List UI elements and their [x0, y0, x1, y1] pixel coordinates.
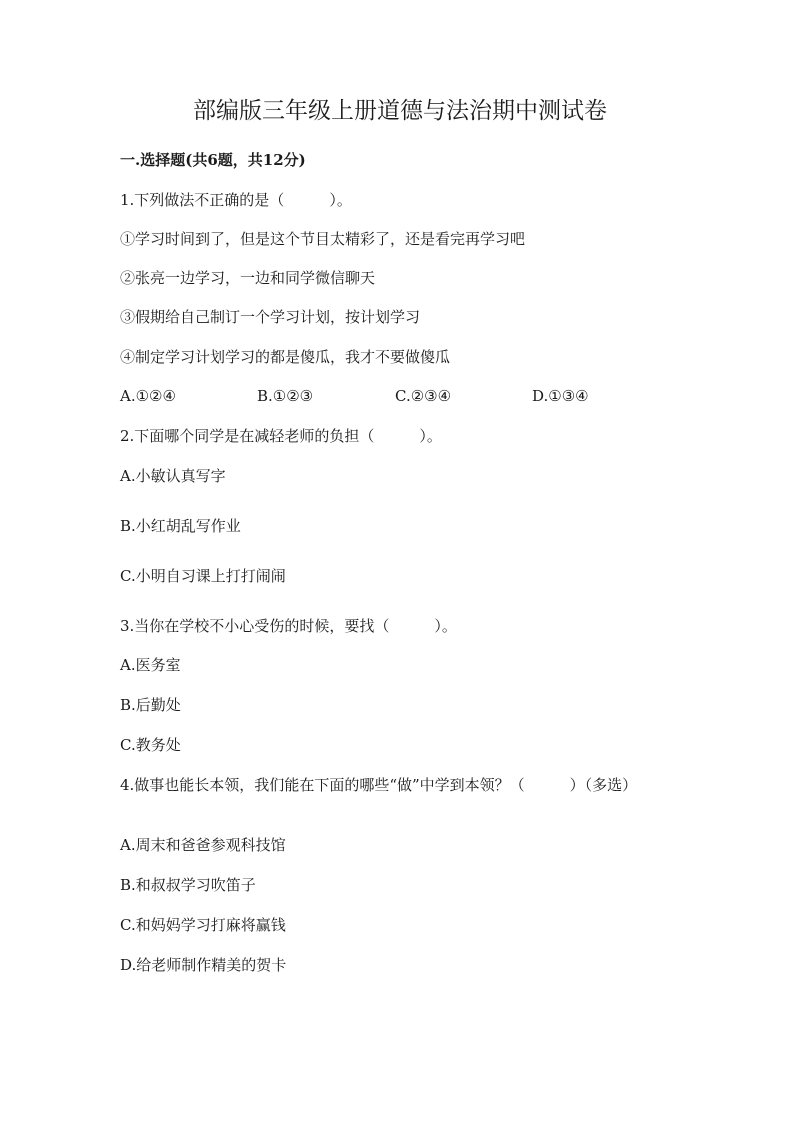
question-2-option-b[interactable]: B.小红胡乱写作业 [120, 517, 241, 535]
question-3-stem: 3.当你在学校不小心受伤的时候，要找（ ）。 [120, 617, 457, 635]
question-4-stem: 4.做事也能长本领，我们能在下面的哪些“做”中学到本领？（ ）（多选） [120, 776, 638, 794]
question-3-option-b[interactable]: B.后勤处 [120, 696, 181, 714]
question-4-option-d[interactable]: D.给老师制作精美的贺卡 [120, 956, 287, 974]
section-heading: 一.选择题(共6题，共12分) [120, 151, 306, 169]
question-1-option-a[interactable]: A.①②④ [120, 387, 176, 405]
question-2-option-c[interactable]: C.小明自习课上打打闹闹 [120, 567, 286, 585]
question-4-option-c[interactable]: C.和妈妈学习打麻将赢钱 [120, 916, 286, 934]
question-2-stem: 2.下面哪个同学是在减轻老师的负担（ ）。 [120, 427, 442, 445]
question-3-option-c[interactable]: C.教务处 [120, 736, 181, 754]
question-4-option-a[interactable]: A.周末和爸爸参观科技馆 [120, 836, 286, 854]
question-1-statement-4: ④制定学习计划学习的都是傻瓜，我才不要做傻瓜 [120, 348, 451, 366]
page-title: 部编版三年级上册道德与法治期中测试卷 [193, 98, 607, 124]
question-1-statement-3: ③假期给自己制订一个学习计划，按计划学习 [120, 308, 421, 326]
question-1-option-c[interactable]: C.②③④ [395, 387, 452, 405]
question-1-options [120, 385, 680, 407]
question-4-option-b[interactable]: B.和叔叔学习吹笛子 [120, 876, 256, 894]
question-1-option-d[interactable]: D.①③④ [532, 387, 589, 405]
question-2-option-a[interactable]: A.小敏认真写字 [120, 467, 226, 485]
question-1-statement-1: ①学习时间到了，但是这个节目太精彩了，还是看完再学习吧 [120, 230, 526, 248]
question-3-option-a[interactable]: A.医务室 [120, 656, 181, 674]
question-1-stem: 1.下列做法不正确的是（ ）。 [120, 191, 352, 209]
question-1-statement-2: ②张亮一边学习，一边和同学微信聊天 [120, 269, 376, 287]
question-1-option-b[interactable]: B.①②③ [257, 387, 314, 405]
